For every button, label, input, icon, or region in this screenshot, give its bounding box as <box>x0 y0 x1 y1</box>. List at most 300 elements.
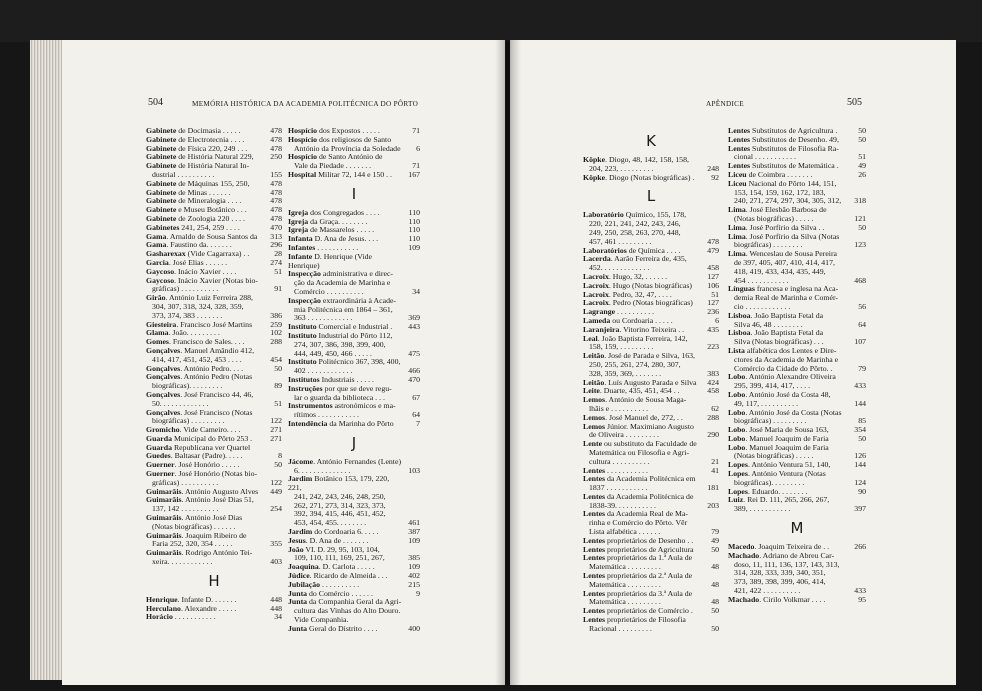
index-entry-text: demia Real de Marinha e Comér- <box>734 293 838 303</box>
index-entry-text: Guimarãis. António José Dias 51, <box>146 495 254 505</box>
index-entry-page: 103 <box>408 465 420 475</box>
index-entry-text: Jesus. D. Ana de . . . . . . . <box>288 535 369 545</box>
index-entry-page: 478 <box>707 236 719 246</box>
index-entry-text: Lobo. António José da Costa (Notas <box>728 407 842 417</box>
index-entry-text: Lacroix. Hugo (Notas biográficas) <box>583 280 692 290</box>
index-entry-text: Institutos Industriais . . . . . <box>288 374 374 384</box>
section-letter: K <box>646 132 656 150</box>
index-entry-text: Comércio da Cidade do Pôrto. . <box>734 363 833 373</box>
index-entry-text: Hospício de Santo António de <box>288 152 383 162</box>
index-entry-page: 56 <box>858 301 866 311</box>
index-entry-text: Gabinetes 241, 254, 259 . . . . <box>146 222 240 232</box>
index-entry-page: 478 <box>270 178 282 188</box>
index-entry-text: Lentes da Academia Politécnica em <box>583 474 696 484</box>
index-entry-text: Gabinete de Zoologia 220 . . . . <box>146 213 245 223</box>
index-entry-text: 314, 328, 333, 339, 340, 351, <box>734 568 826 578</box>
index-entry-page: 271 <box>270 433 282 443</box>
index-entry-text: Gabinete de História Natural In- <box>146 161 250 171</box>
index-entry-text: Lentes Substitutos de Desenho. 49, <box>728 134 839 144</box>
index-entry-page: 79 <box>858 363 866 373</box>
index-entry-text: Lentes da Academia Real de Ma- <box>583 509 689 519</box>
index-entry-text: 204, 223, . . . . . . . . . <box>589 163 654 173</box>
index-entry-page: 109 <box>408 535 420 545</box>
section-letter: M <box>790 519 804 538</box>
index-entry-page: 6 <box>715 315 719 325</box>
index-entry-text: Gabinete de Mineralogia . . . . <box>146 196 242 206</box>
index-entry-text: Liceu de Coimbra . . . . . . . <box>728 169 813 179</box>
index-entry-page: 468 <box>854 275 866 285</box>
index-entry-text: 373, 374, 383 . . . . . . . <box>152 310 223 320</box>
index-entry-text: Hospício dos Expostos . . . . . <box>288 126 380 135</box>
index-entry-page: 383 <box>707 368 719 378</box>
index-entry-page: 144 <box>854 398 866 408</box>
index-entry-text: 295, 399, 414, 417, . . . . <box>734 381 811 391</box>
index-entry-text: Lameda ou Cordoaria . . . . . <box>583 315 673 325</box>
index-entry-page: 250 <box>270 152 282 162</box>
index-entry-page: 288 <box>270 337 282 347</box>
index-entry-page: 49 <box>858 161 866 171</box>
index-entry-page: 167 <box>408 169 420 179</box>
index-entry-text: 414, 417, 451, 452, 453 . . . . <box>152 354 242 364</box>
index-entry-text: Infantes . . . . . . . . . . . <box>288 242 359 252</box>
index-entry-page: 50 <box>711 623 719 633</box>
book-spine <box>495 40 521 685</box>
index-entry-page: 51 <box>274 266 282 276</box>
index-entry-text: (Notas biográficas) . . . . . <box>734 451 814 461</box>
index-entry-text: 109, 110, 111, 169, 251, 267, <box>294 553 385 563</box>
index-entry-text: Vide Companhia. <box>294 615 349 625</box>
index-entry-page: 89 <box>274 381 282 391</box>
section-letter: J <box>351 433 357 452</box>
index-entry-page: 50 <box>858 433 866 443</box>
index-entry-text: Gabinete de História Natural 229, <box>146 152 254 162</box>
index-entry-page: 122 <box>270 477 282 487</box>
index-entry-text: Lima. Wenceslau de Sousa Pereira <box>728 249 838 259</box>
index-entry-page: 478 <box>270 134 282 144</box>
index-entry-page: 110 <box>408 207 420 217</box>
right-index-column-1 <box>583 127 719 634</box>
index-entry-page: 106 <box>707 280 719 290</box>
index-entry-page: 95 <box>858 594 866 604</box>
right-running-header: APÊNDICE <box>706 100 744 108</box>
index-entry-page: 478 <box>270 213 282 223</box>
index-entry-text: Henrique. Infante D. . . . . . . <box>146 594 237 604</box>
index-entry-text: Horácio . . . . . . . . . . . <box>146 612 216 622</box>
index-entry-text: Lobo. Manuel Joaquim de Faria <box>728 442 829 452</box>
index-entry-text: Joaquina. D. Carlota . . . . . <box>288 562 375 572</box>
index-entry-page: 386 <box>270 310 282 320</box>
index-entry-text: Instruções por que se deve regu- <box>288 383 392 393</box>
index-entry-text: 1837 . . . . . . . . . . . <box>589 483 648 493</box>
index-entry-text: Lemos. António de Sousa Maga- <box>583 395 687 405</box>
index-entry-text: Gaycoso. Inácio Xavier (Notas bio- <box>146 275 258 285</box>
index-entry-text: Laranjeira. Vitorino Teixeira . . <box>583 324 685 334</box>
index-entry-page: 67 <box>412 392 420 402</box>
index-entry-text: 50. . . . . . . . . . . . . <box>152 398 209 408</box>
index-entry-text: Guimarãis. Rodrigo António Tei- <box>146 548 253 558</box>
index-entry-page: 223 <box>707 342 719 352</box>
index-entry-page: 236 <box>707 307 719 317</box>
index-entry-text: Lentes . . . . . . . . . . . <box>583 465 648 475</box>
index-entry <box>288 253 420 271</box>
index-entry-text: biográficas) . . . . . . . . <box>734 240 803 250</box>
index-entry-text: Jardim do Cordoaria 6. . . . . <box>288 527 379 537</box>
index-entry-text: 454 . . . . . . . . . . . <box>734 275 789 285</box>
index-entry-text: 153, 154, 159, 162, 172, 183, <box>734 187 826 197</box>
index-entry-text: Lentes Substitutos de Matemática . <box>728 161 839 171</box>
index-entry-text: Silva (Notas biográficas) . . . <box>734 337 824 347</box>
index-entry-page: 454 <box>270 354 282 364</box>
index-entry-text: 457, 461 . . . . . . . . . <box>589 236 652 246</box>
left-index-column-2 <box>288 127 420 634</box>
index-entry-text: Herculano. Alexandre . . . . . <box>146 603 237 613</box>
index-entry-text: Faria 252, 320, 354 . . . . . <box>152 539 233 549</box>
index-entry-text: 158, 159, . . . . . . . . . <box>589 342 654 352</box>
index-entry-text: mia Politécnica em 1864 – 361, <box>294 304 393 314</box>
index-entry-text: 392, 394, 415, 446, 451, 452, <box>294 509 386 519</box>
index-entry-page: 475 <box>408 348 420 358</box>
index-entry-text: Lente ou substituto da Faculdade de <box>583 439 697 449</box>
index-entry-text: biográficas). . . . . . . . . <box>152 381 223 391</box>
index-entry-text: Lopes. António Ventura (Notas <box>728 469 826 479</box>
index-entry-text: cional . . . . . . . . . . . <box>734 152 796 162</box>
index-entry-text: Instituto Politécnico 367, 398, 400, <box>288 357 401 367</box>
index-entry-page: 50 <box>711 544 719 554</box>
index-entry-text: Gonçalves. José Francisco (Notas <box>146 407 253 417</box>
index-entry-text: 240, 271, 274, 297, 304, 305, 312, <box>734 196 842 206</box>
index-entry-text: Lacroix. Pedro, 32, 47, . . . . <box>583 289 672 299</box>
index-entry-text: Lentes proprietários de Agricultura <box>583 544 694 554</box>
index-entry-page: 26 <box>858 169 866 179</box>
index-entry-text: Lisboa. João Baptista Fetal da <box>728 328 824 338</box>
index-entry-page: 266 <box>854 542 866 552</box>
index-entry-text: Junta do Comércio . . . . . . <box>288 588 373 598</box>
index-entry-page: 8 <box>278 451 282 461</box>
index-entry-page: 424 <box>707 377 719 387</box>
index-entry-page: 470 <box>270 222 282 232</box>
index-entry-text: 453, 454, 455. . . . . . . . <box>294 518 367 528</box>
index-entry-page: 50 <box>858 134 866 144</box>
index-entry-text: Liceu Nacional do Pôrto 144, 151, <box>728 178 837 188</box>
index-entry-page: 215 <box>408 579 420 589</box>
index-entry-text: de Oliveira . . . . . . . . . <box>589 430 659 440</box>
index-entry-text: Lima. José Porfírio da Silva . . <box>728 222 825 232</box>
index-entry-text: 274, 307, 386, 398, 399, 400, <box>294 339 386 349</box>
index-entry-text: Giesteira. Francisco José Martins <box>146 319 253 329</box>
index-entry-text: Gabinete e Museu Botânico . . . <box>146 205 247 215</box>
index-entry-page: 79 <box>711 527 719 537</box>
index-entry-text: Guerner. José Honório . . . . . <box>146 460 240 470</box>
index-entry-page: 433 <box>854 381 866 391</box>
index-entry-text: Leite. Duarte, 435, 451, 454 . . <box>583 386 680 396</box>
index-entry-page: 403 <box>270 557 282 567</box>
index-entry-text: 418, 419, 433, 434, 435, 449, <box>734 266 826 276</box>
left-page-number: 504 <box>148 97 163 108</box>
index-entry-text: xeira. . . . . . . . . . . . <box>152 557 213 567</box>
index-entry-text: Leitão. Luís Augusto Parada e Silva <box>583 377 697 387</box>
index-entry-text: Igreja da Graça. . . . . . . . <box>288 216 368 226</box>
index-entry-page: 155 <box>270 169 282 179</box>
index-entry-page: 449 <box>270 486 282 496</box>
index-entry-text: Júdice. Ricardo de Almeida . . . <box>288 571 388 581</box>
index-entry-page: 41 <box>711 465 719 475</box>
index-entry-page: 34 <box>274 612 282 622</box>
index-entry-text: 389, . . . . . . . . . . . <box>734 504 791 514</box>
index-entry-page: 48 <box>711 562 719 572</box>
index-entry-page: 126 <box>854 451 866 461</box>
index-entry-page: 50 <box>858 126 866 135</box>
index-entry-text: Glama. João. . . . . . . . . <box>146 328 220 338</box>
index-entry <box>288 475 420 493</box>
index-entry-text: 373, 389, 398, 399, 406, 414, <box>734 577 826 587</box>
index-entry-text: Lemos Júnior. Maximiano Augusto <box>583 421 694 431</box>
index-entry-text: lhãis e . . . . . . . . . . <box>589 403 649 413</box>
index-entry-page: 109 <box>408 562 420 572</box>
index-entry-text: Lacerda. Aarão Ferreira de, 435, <box>583 254 687 264</box>
index-entry-page: 433 <box>854 586 866 596</box>
index-entry-text: Gomes. Francisco de Sales. . . . <box>146 337 245 347</box>
index-entry-text: Inspecção administrativa e direc- <box>288 269 394 279</box>
index-entry-text: Lagrange . . . . . . . . . . <box>583 307 655 317</box>
index-entry-page: 385 <box>408 553 420 563</box>
index-entry-page: 448 <box>270 594 282 604</box>
index-entry-text: 6. . . . . . . . . . . . . . <box>294 465 351 475</box>
index-entry-text: Gabinete de Máquinas 155, 250, <box>146 178 250 188</box>
index-entry-text: biográficas). . . . . . . . . <box>734 477 805 487</box>
index-entry-text: 220, 221, 241, 242, 243, 246, <box>589 219 681 229</box>
index-entry-page: 470 <box>408 374 420 384</box>
index-entry-page: 91 <box>274 284 282 294</box>
index-entry-page: 50 <box>711 606 719 616</box>
index-entry-text: Junta Geral do Distrito . . . . <box>288 623 378 633</box>
index-entry-page: 402 <box>408 571 420 581</box>
index-entry-page: 458 <box>707 263 719 273</box>
index-entry-text: lar o guarda da biblioteca . . . <box>294 392 385 402</box>
index-entry <box>583 625 719 634</box>
index-entry-page: 109 <box>408 242 420 252</box>
index-entry-page: 9 <box>416 588 420 598</box>
index-entry-text: Lobo. Manuel Joaquim de Faria <box>728 433 829 443</box>
index-entry-text: Igreja dos Congregados . . . . <box>288 207 380 217</box>
index-entry-page: 21 <box>711 456 719 466</box>
index-entry-text: Guimarãis. Joaquim Ribeiro de <box>146 530 247 540</box>
index-entry-text: Lopes. Eduardo. . . . . . . . <box>728 486 808 496</box>
index-entry-text: Gama. Arnaldo de Sousa Santos da <box>146 231 258 241</box>
index-entry-page: 28 <box>274 249 282 259</box>
index-entry-text: Lentes proprietários da 2.ª Aula de <box>583 571 693 581</box>
index-entry-text: (Notas biográficas) . . . . . . <box>152 521 236 531</box>
index-entry-page: 51 <box>274 398 282 408</box>
index-entry-text: 304, 307, 318, 324, 328, 359, <box>152 301 244 311</box>
index-entry-text: Silva 46, 48 . . . . . . . . <box>734 319 803 329</box>
index-entry-text: Lacroix. Hugo, 32, . . . . . . <box>583 271 668 281</box>
index-entry-text: 262, 271, 273, 314, 323, 373, <box>294 500 386 510</box>
index-entry-text: Hospital Militar 72, 144 e 150 . . <box>288 169 392 179</box>
index-entry-page: 50 <box>274 460 282 470</box>
index-entry-text: Línguas francesa e inglesa na Aca- <box>728 284 839 294</box>
index-entry-text: Guerner. José Honório (Notas bio- <box>146 469 258 479</box>
index-entry-page: 71 <box>412 126 420 135</box>
index-entry-text: 137, 142 . . . . . . . . . . <box>152 504 219 514</box>
index-entry-text: Guarda Republicana ver Quartel <box>146 442 251 452</box>
index-entry-text: Lentes proprietários de Filosofia <box>583 615 686 625</box>
page-edges <box>30 40 66 680</box>
index-entry-text: cio . . . . . . . . . . . . <box>734 301 791 311</box>
index-entry-page: 461 <box>408 518 420 528</box>
index-entry-page: 6 <box>416 143 420 153</box>
index-entry-text: rítimos . . . . . . . . . . . <box>294 410 359 420</box>
index-entry-text: Gama. Faustino da. . . . . . . <box>146 240 232 250</box>
index-entry-text: Gabinete de Docimasia . . . . . <box>146 126 241 135</box>
index-entry-text: Inspecção extraordinária à Acade- <box>288 295 397 305</box>
index-entry-text: Guedes. Baltasar (Padre). . . . . <box>146 451 243 461</box>
index-entry-text: Lobo. António Alexandre Oliveira <box>728 372 836 382</box>
index-entry-text: Köpke. Diogo, 48, 142, 158, 158, <box>583 155 689 164</box>
index-entry-text: Matemática . . . . . . . . . <box>589 597 661 607</box>
index-entry-text: Macedo. Joaquim Teixeira de . . <box>728 542 830 552</box>
left-index-column-1 <box>146 127 282 622</box>
index-entry-page: 64 <box>412 410 420 420</box>
index-entry-text: (Notas biográficas) . . . . . <box>734 213 814 223</box>
index-entry-text: Gonçalves. José Francisco 44, 46, <box>146 389 254 399</box>
index-entry <box>728 505 866 514</box>
index-entry-page: 466 <box>408 366 420 376</box>
index-entry-text: biográficas) . . . . . . . . . <box>152 416 225 426</box>
index-entry-text: Infante D. Henrique (Vide Henrique) <box>288 251 372 270</box>
index-entry-text: Machado. Cirilo Volkmar . . . . <box>728 594 826 604</box>
index-entry-text: 241, 242, 243, 246, 248, 250, <box>294 491 386 501</box>
background-top <box>0 0 982 42</box>
index-entry-text: Lentes proprietários da 1.ª Aula de <box>583 553 693 563</box>
index-entry-text: 444, 449, 450, 466 . . . . . <box>294 348 372 358</box>
index-entry-text: João VI. D. 29, 95, 103, 104, <box>288 544 380 554</box>
index-entry-text: Lentes Substitutos de Agricultura . <box>728 126 838 135</box>
index-entry-text: Matemática . . . . . . . . . <box>589 562 661 572</box>
index-entry-text: Gromicho. Vide Cameiro. . . . <box>146 425 241 435</box>
index-entry-text: Igreja de Massarelos . . . . . <box>288 225 375 235</box>
left-page <box>62 40 505 685</box>
index-entry-page: 274 <box>270 257 282 267</box>
index-entry-page: 478 <box>270 143 282 153</box>
index-entry-text: Instrumentos astronómicos e ma- <box>288 401 396 411</box>
index-entry-page: 7 <box>416 418 420 428</box>
index-entry-text: Comércio . . . . . . . . . . <box>294 286 364 296</box>
index-entry-text: 249, 250, 258, 263, 270, 448, <box>589 227 681 237</box>
index-entry-text: Girão. António Luiz Ferreira 288, <box>146 293 253 303</box>
index-entry-page: 354 <box>854 425 866 435</box>
index-entry-page: 110 <box>408 225 420 235</box>
index-entry-page: 90 <box>858 486 866 496</box>
index-entry-text: Gabinete de Electrotecnia . . . . <box>146 134 245 144</box>
index-entry-text: Lima. José Elesbão Barbosa de <box>728 205 827 215</box>
index-entry-page: 290 <box>707 430 719 440</box>
index-entry-page: 124 <box>854 477 866 487</box>
index-entry-text: 363 . . . . . . . . . . . . <box>294 313 353 323</box>
index-entry-page: 313 <box>270 231 282 241</box>
index-entry-text: Gasharexax (Vide Cagarraxa) . . <box>146 249 250 259</box>
index-entry-text: Garcia. José Elias . . . . . . <box>146 257 228 267</box>
index-entry-page: 122 <box>270 416 282 426</box>
index-entry-text: Gonçalves. António Pedro. . . . <box>146 363 244 373</box>
index-entry-page: 123 <box>854 240 866 250</box>
index-entry-text: biográficas) . . . . . . . . . <box>734 416 807 426</box>
index-entry-page: 478 <box>270 205 282 215</box>
index-entry-page: 254 <box>270 504 282 514</box>
index-entry-text: Guarda Municipal do Pôrto 253 . <box>146 433 253 443</box>
index-entry-text: Vale da Piedade . . . . . . . <box>294 161 372 171</box>
index-entry-page: 71 <box>412 161 420 171</box>
index-entry-text: cultura das Vinhas do Alto Douro. <box>294 606 401 616</box>
index-entry-text: Lacroix. Pedro (Notas biográficas) <box>583 298 693 308</box>
index-entry-text: Instituto Comercial e Industrial . <box>288 322 393 332</box>
index-entry-text: Lobo. António José da Costa 48, <box>728 389 831 399</box>
index-entry-text: gráficas) . . . . . . . . . . <box>152 477 219 487</box>
section-letter: I <box>351 184 357 203</box>
index-entry-text: 250, 255, 261, 274, 280, 307, <box>589 359 681 369</box>
index-entry-text: Lentes proprietários da 3.ª Aula de <box>583 588 693 598</box>
index-entry-page: 355 <box>270 539 282 549</box>
index-entry-text: Gabinete de Física 220, 249 . . . <box>146 143 248 153</box>
index-entry-text: Hospício dos religiosos de Santo <box>288 134 392 144</box>
index-entry-text: gráficas) . . . . . . . . . . <box>152 284 219 294</box>
index-entry-page: 110 <box>408 234 420 244</box>
index-entry-text: Lentes proprietários de Desenho . . <box>583 535 694 545</box>
index-entry-text: Guimarãis. António Augusto Alves <box>146 486 259 496</box>
index-entry-text: Jardim Botânico 153, 179, 220, 221, <box>288 474 390 493</box>
index-entry <box>728 596 866 605</box>
right-page-number: 505 <box>847 97 862 108</box>
index-entry-text: Machado. Adriano de Abreu Car- <box>728 550 835 560</box>
index-entry-page: 296 <box>270 240 282 250</box>
index-entry-text: 49, 117, . . . . . . . . . . <box>734 398 799 408</box>
index-entry-page: 107 <box>854 337 866 347</box>
index-entry-page: 458 <box>707 386 719 396</box>
index-entry-text: 452. . . . . . . . . . . . . <box>589 263 650 273</box>
index-entry-page: 127 <box>707 271 719 281</box>
index-entry-text: 421, 422 . . . . . . . . . . <box>734 586 801 596</box>
index-entry-page: 85 <box>858 416 866 426</box>
index-entry-text: cultura . . . . . . . . . . <box>589 456 650 466</box>
index-entry-page: 110 <box>408 216 420 226</box>
index-entry-text: Lisboa. João Baptista Fetal da <box>728 310 824 320</box>
index-entry-page: 102 <box>270 328 282 338</box>
index-entry <box>288 625 420 634</box>
index-entry-page: 127 <box>707 298 719 308</box>
index-entry-page: 62 <box>711 403 719 413</box>
index-entry-page: 400 <box>408 623 420 633</box>
index-entry-page: 369 <box>408 313 420 323</box>
index-entry-text: rinha e Comércio do Pôrto. Vêr <box>589 518 688 528</box>
index-entry-page: 248 <box>707 163 719 173</box>
index-entry-text: Instituto Industrial do Pôrto 112, <box>288 330 393 340</box>
index-entry-text: Guimarãis. António José Dias <box>146 513 243 523</box>
index-entry-text: Gaycoso. Inácio Xavier . . . . <box>146 266 237 276</box>
index-entry-text: Laboratórios de Química . . . . <box>583 245 681 255</box>
index-entry-page: 48 <box>711 597 719 607</box>
index-entry-page: 50 <box>274 363 282 373</box>
index-entry-text: Lentes da Academia Politécnica de <box>583 491 694 501</box>
index-entry-page: 48 <box>711 579 719 589</box>
index-entry-text: Gonçalves. António Pedro (Notas <box>146 372 253 382</box>
index-entry-page: 51 <box>858 152 866 162</box>
index-entry-text: Lima. José Porfírio da Silva (Notas <box>728 231 840 241</box>
index-entry-page: 435 <box>707 324 719 334</box>
index-entry <box>146 613 282 622</box>
index-entry-page: 271 <box>270 425 282 435</box>
index-entry-text: Lobo. José Maria de Sousa 163, <box>728 425 829 435</box>
index-entry-text: ctores da Academia de Marinha e <box>734 354 839 364</box>
index-entry-page: 121 <box>854 213 866 223</box>
